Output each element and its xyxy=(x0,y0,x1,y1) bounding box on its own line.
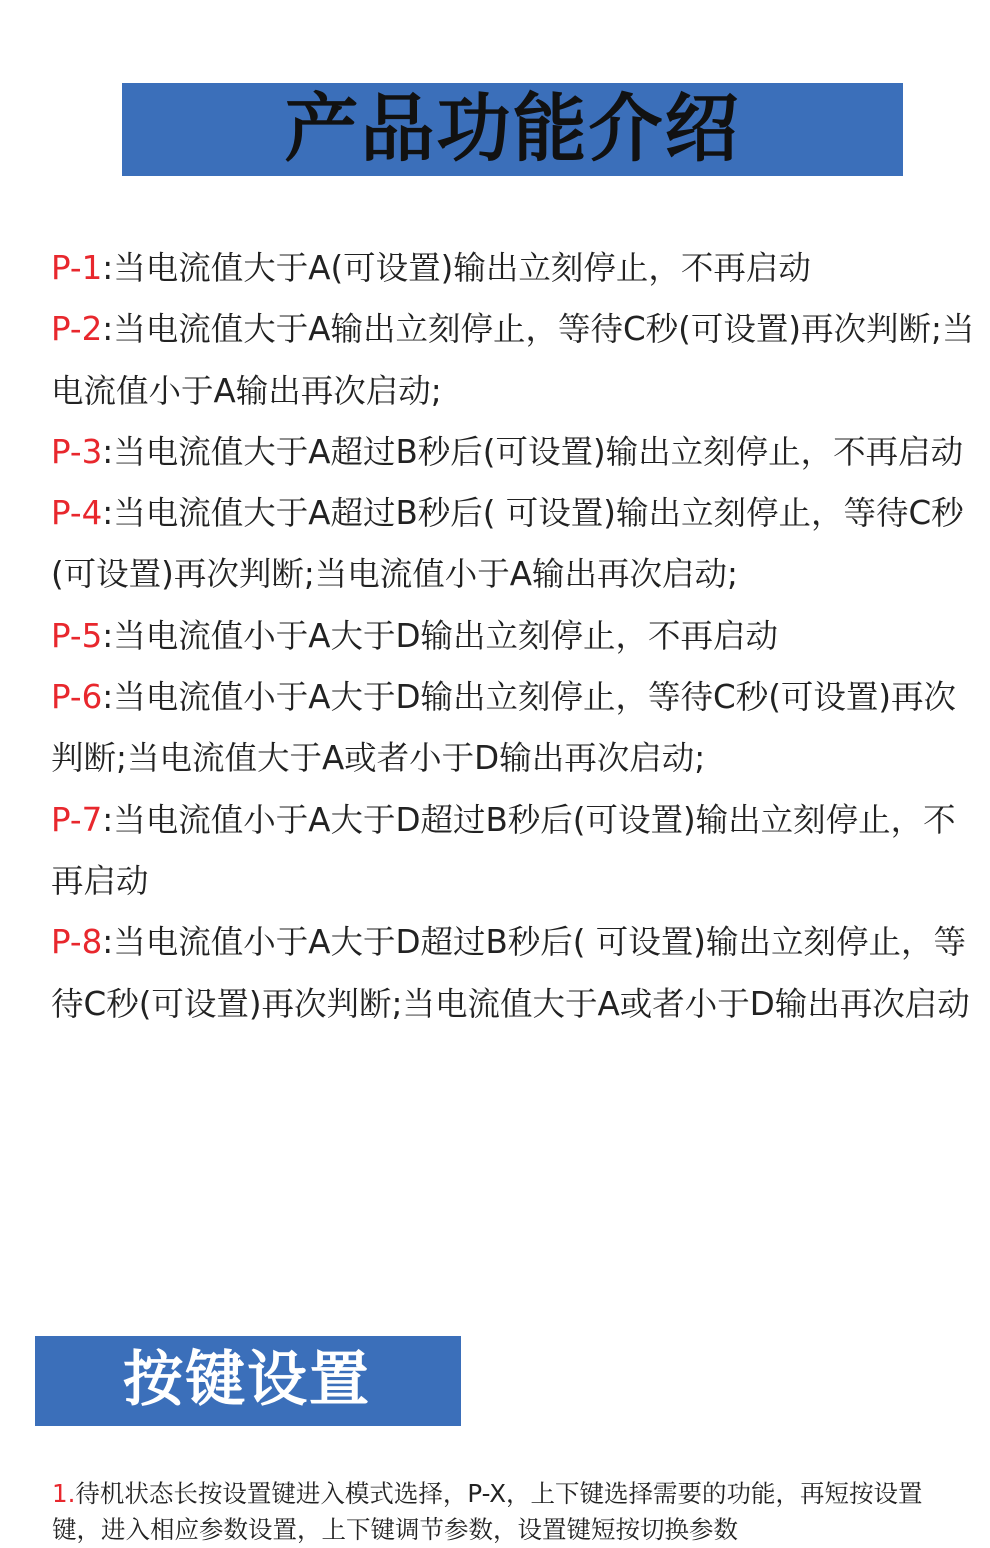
key-settings-note xyxy=(52,1476,962,1548)
mode-code: P-5 xyxy=(51,616,103,655)
mode-item-p1 xyxy=(51,238,976,299)
mode-description: :当电流值小于A大于D输出立刻停止，不再启动 xyxy=(102,616,779,655)
mode-code: P-4 xyxy=(51,494,103,533)
mode-code: P-1 xyxy=(51,249,103,287)
note-number: 1. xyxy=(52,1479,76,1508)
mode-description: :当电流值大于A超过B秒后(可设置)输出立刻停止，不再启动 xyxy=(102,432,964,471)
mode-item-p8 xyxy=(51,912,976,1035)
mode-code: P-3 xyxy=(51,432,103,471)
mode-item-p6 xyxy=(51,667,976,790)
mode-item-p3 xyxy=(51,422,976,483)
mode-list xyxy=(51,238,976,1035)
mode-item-p2 xyxy=(51,299,976,422)
features-title: 产品功能介绍 xyxy=(284,86,741,172)
mode-item-p5 xyxy=(51,606,976,667)
features-banner xyxy=(122,83,903,176)
key-settings-banner xyxy=(35,1336,461,1426)
mode-item-p4 xyxy=(51,483,976,606)
mode-code: P-7 xyxy=(51,800,103,839)
mode-description: :当电流值小于A大于D超过B秒后(可设置)输出立刻停止，不再启动 xyxy=(51,800,956,900)
mode-item-p7 xyxy=(51,790,976,913)
mode-description: :当电流值大于A输出立刻停止，等待C秒(可设置)再次判断;当电流值小于A输出再次启动; xyxy=(51,310,975,410)
mode-description: :当电流值大于A超过B秒后( 可设置)输出立刻停止，等待C秒(可设置)再次判断;当电流值小于A输出再次启动; xyxy=(51,494,964,594)
mode-description: :当电流值小于A大于D输出立刻停止，等待C秒(可设置)再次判断;当电流值大于A或者小于D输出再次启动; xyxy=(51,678,957,778)
mode-description: :当电流值小于A大于D超过B秒后( 可设置)输出立刻停止，等待C秒(可设置)再次判断;当电流值大于A或者小于D输出再次启动 xyxy=(51,923,970,1023)
mode-description: :当电流值大于A(可设置)输出立刻停止，不再启动 xyxy=(102,249,811,287)
mode-code: P-6 xyxy=(51,678,103,717)
mode-code: P-2 xyxy=(51,310,103,349)
key-settings-title: 按键设置 xyxy=(123,1345,371,1415)
note-text: 待机状态长按设置键进入模式选择，P-X，上下键选择需要的功能，再短按设置键，进入相应参数设置，上下键调节参数，设置键短按切换参数 xyxy=(52,1479,923,1544)
mode-code: P-8 xyxy=(51,923,103,962)
